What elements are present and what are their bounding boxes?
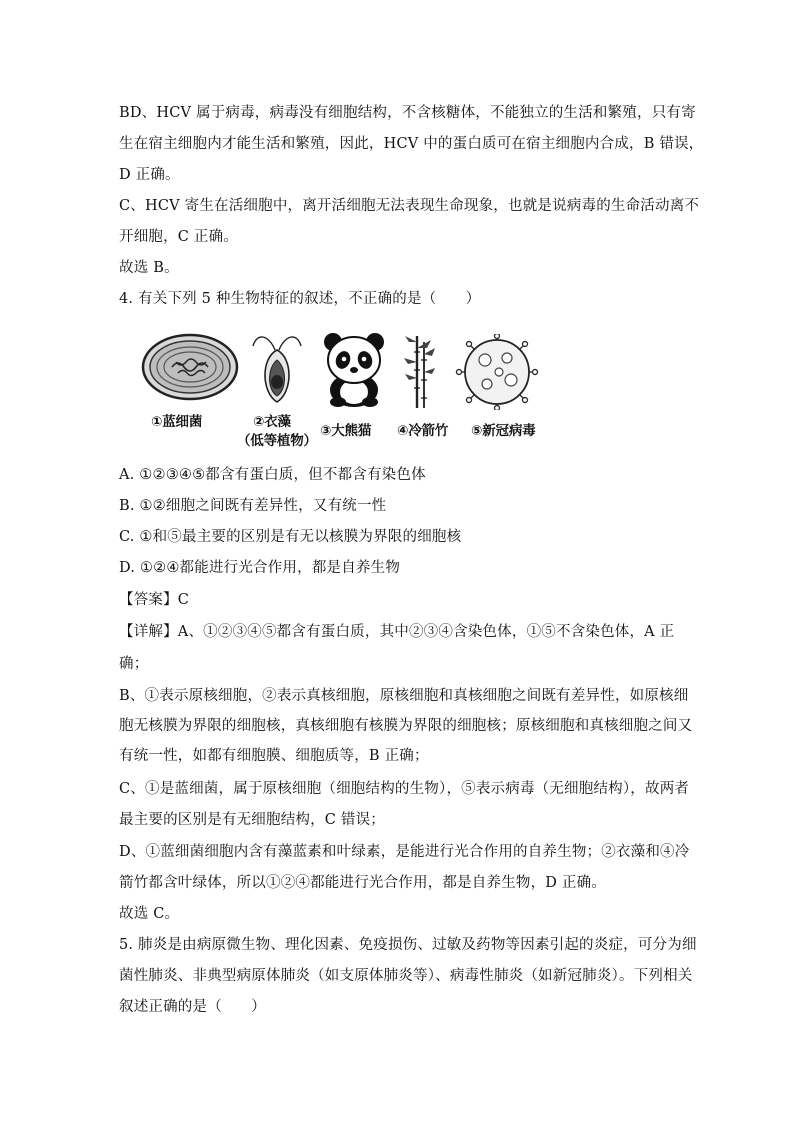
organisms-figure	[135, 330, 555, 450]
caption-bamboo: ④冷箭竹	[397, 423, 449, 439]
explanation-line: 最主要的区别是有无细胞结构，C 错误；	[119, 812, 386, 828]
explanation-line: 有统一性，如都有细胞膜、细胞质等，B 正确；	[119, 748, 429, 764]
explanation-line: 【详解】A、①②③④⑤都含有蛋白质，其中②③④含染色体，①⑤不含染色体，A 正	[119, 624, 675, 640]
explanation-line: D、①蓝细菌细胞内含有藻蓝素和叶绿素，是能进行光合作用的自养生物；②衣藻和④冷	[119, 844, 690, 860]
text-line: 生在宿主细胞内才能生活和繁殖，因此，HCV 中的蛋白质可在宿主细胞内合成，B 错误，	[119, 136, 704, 152]
chlamydomonas-illustration	[247, 330, 307, 408]
text-line: 开细胞，C 正确。	[119, 229, 239, 245]
answer-label: 【答案】C	[119, 592, 190, 608]
option-b: B. ①②细胞之间既有差异性，又有统一性	[119, 498, 387, 514]
question-5-stem: 叙述正确的是（ ）	[119, 999, 266, 1015]
caption-cyanobacteria: ①蓝细菌	[151, 414, 203, 430]
question-4-stem: 4. 有关下列 5 种生物特征的叙述，不正确的是（ ）	[119, 291, 481, 307]
question-5-stem: 5. 肺炎是由病原微生物、理化因素、免疫损伤、过敏及药物等因素引起的炎症，可分为细	[119, 937, 697, 953]
explanation-line: 箭竹都含叶绿体，所以①②④都能进行光合作用，都是自养生物，D 正确。	[119, 875, 607, 891]
text-line: C、HCV 寄生在活细胞中，离开活细胞无法表现生命现象，也就是说病毒的生命活动离不	[119, 198, 700, 214]
coronavirus-illustration	[455, 334, 539, 410]
explanation-line: 确；	[119, 656, 149, 672]
giant-panda-illustration	[320, 330, 388, 408]
question-5-stem: 菌性肺炎、非典型病原体肺炎（如支原体肺炎等）、病毒性肺炎（如新冠肺炎）。下列相关	[119, 968, 693, 984]
cyanobacteria-illustration	[140, 332, 240, 402]
caption-chlamydomonas-note: （低等植物）	[237, 433, 317, 449]
caption-chlamydomonas: ②衣藻	[253, 414, 291, 430]
text-line: 故选 B。	[119, 260, 179, 276]
explanation-line: B、①表示原核细胞，②表示真核细胞，原核细胞和真核细胞之间既有差异性，如原核细	[119, 688, 689, 704]
explanation-line: 胞无核膜为界限的细胞核，真核细胞有核膜为界限的细胞核；原核细胞和真核细胞之间又	[119, 718, 693, 734]
option-d: D. ①②④都能进行光合作用，都是自养生物	[119, 560, 401, 576]
bamboo-illustration	[401, 332, 437, 410]
option-c: C. ①和⑤最主要的区别是有无以核膜为界限的细胞核	[119, 529, 462, 545]
text-line: D 正确。	[119, 167, 180, 183]
caption-coronavirus: ⑤新冠病毒	[471, 423, 536, 439]
explanation-line: 故选 C。	[119, 906, 180, 922]
text-line: BD、HCV 属于病毒，病毒没有细胞结构，不含核糖体，不能独立的生活和繁殖，只有寄	[119, 105, 696, 121]
caption-giant-panda: ③大熊猫	[320, 423, 372, 439]
option-a: A. ①②③④⑤都含有蛋白质，但不都含有染色体	[119, 467, 426, 483]
explanation-line: C、①是蓝细菌，属于原核细胞（细胞结构的生物），⑤表示病毒（无细胞结构），故两者	[119, 781, 690, 797]
